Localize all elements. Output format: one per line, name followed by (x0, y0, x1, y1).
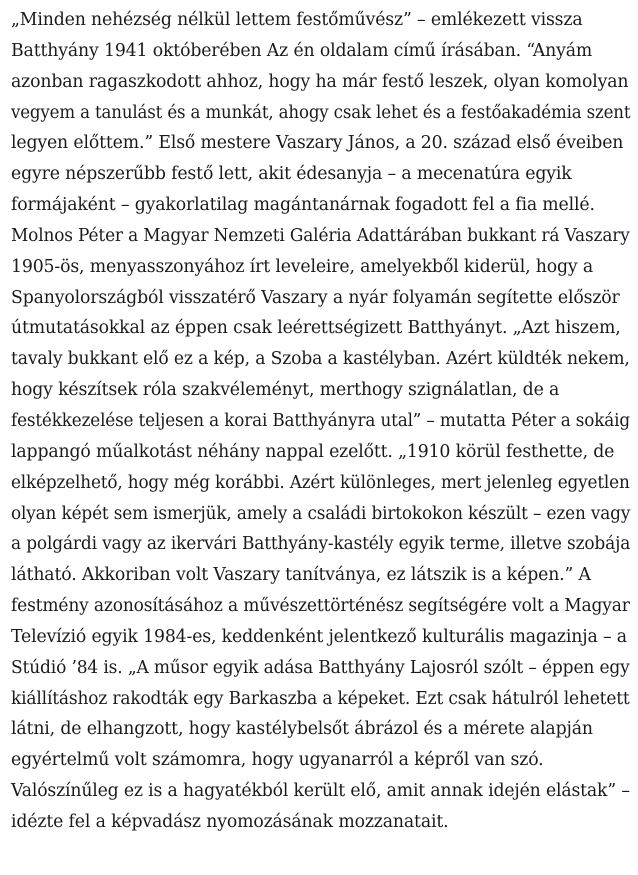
text-line: elképzelhető, hogy még korábbi. Azért különleges, mert jelenleg egyetlen (11, 472, 630, 493)
text-line: vegyem a tanulást és a munkát, ahogy csak lehet és a festőakadémia szent (11, 102, 631, 123)
text-line: idézte fel a képvadász nyomozásának mozzanatait. (11, 811, 449, 832)
text-line: tavaly bukkant elő ez a kép, a Szoba a kastélyban. Azért küldték nekem, (11, 349, 630, 370)
text-line: egyre népszerűbb festő lett, akit édesanyja – a mecenatúra egyik (11, 164, 572, 185)
text-line: olyan képét sem ismerjük, amely a családi birtokokon készült – ezen vagy (11, 503, 631, 524)
text-line: 1905-ös, menyasszonyához írt leveleire, amelyekből kiderül, hogy a (11, 256, 594, 277)
text-line: kiállításhoz rakodták egy Barkaszba a képeket. Ezt csak hátulról lehetett (11, 688, 630, 709)
text-line: látni, de elhangzott, hogy kastélybelsőt ábrázol és a mérete alapján (11, 719, 593, 740)
text-line: látható. Akkoriban volt Vaszary tanítványa, ez látszik is a képen.” A (11, 565, 591, 586)
text-line: Batthyány 1941 októberében Az én oldalam című írásában. “Anyám (11, 40, 593, 61)
text-line: festékkezelése teljesen a korai Batthyányra utal” – mutatta Péter a sokáig (11, 410, 630, 431)
text-line: Valószínűleg ez is a hagyatékból került elő, amit annak idején elástak” – (11, 781, 630, 802)
text-line: Stúdió ’84 is. „A műsor egyik adása Batthyány Lajosról szólt – éppen egy (11, 657, 630, 678)
text-line: lappangó műalkotást néhány nappal ezelőtt. „1910 körül festhette, de (11, 441, 615, 462)
text-line: Televízió egyik 1984-es, keddenként jelentkező kulturális magazinja – a (11, 626, 627, 647)
text-line: a polgárdi vagy az ikervári Batthyány-kastély egyik terme, illetve szobája (11, 534, 631, 555)
text-line: egyértelmű volt számomra, hogy ugyanarról a képről van szó. (11, 750, 544, 771)
text-line: festmény azonosításához a művészettörténész segítségére volt a Magyar (11, 596, 630, 617)
text-line: legyen előttem.” Első mestere Vaszary János, a 20. század első éveiben (11, 133, 624, 154)
text-line: formájaként – gyakorlatilag magántanárnak fogadott fel a fia mellé. (11, 195, 595, 216)
text-line: útmutatásokkal az éppen csak leérettségizett Batthyányt. „Azt hiszem, (11, 318, 621, 339)
text-line: Molnos Péter a Magyar Nemzeti Galéria Adattárában bukkant rá Vaszary (11, 225, 630, 246)
text-line: Spanyolországból visszatérő Vaszary a nyár folyamán segítette először (11, 287, 620, 308)
text-line: hogy készítsek róla szakvéleményt, merthogy szignálatlan, de a (11, 380, 560, 401)
text-line: „Minden nehézség nélkül lettem festőművész” – emlékezett vissza (11, 10, 583, 30)
text-line: azonban ragaszkodott ahhoz, hogy ha már festő leszek, olyan komolyan (11, 71, 629, 92)
